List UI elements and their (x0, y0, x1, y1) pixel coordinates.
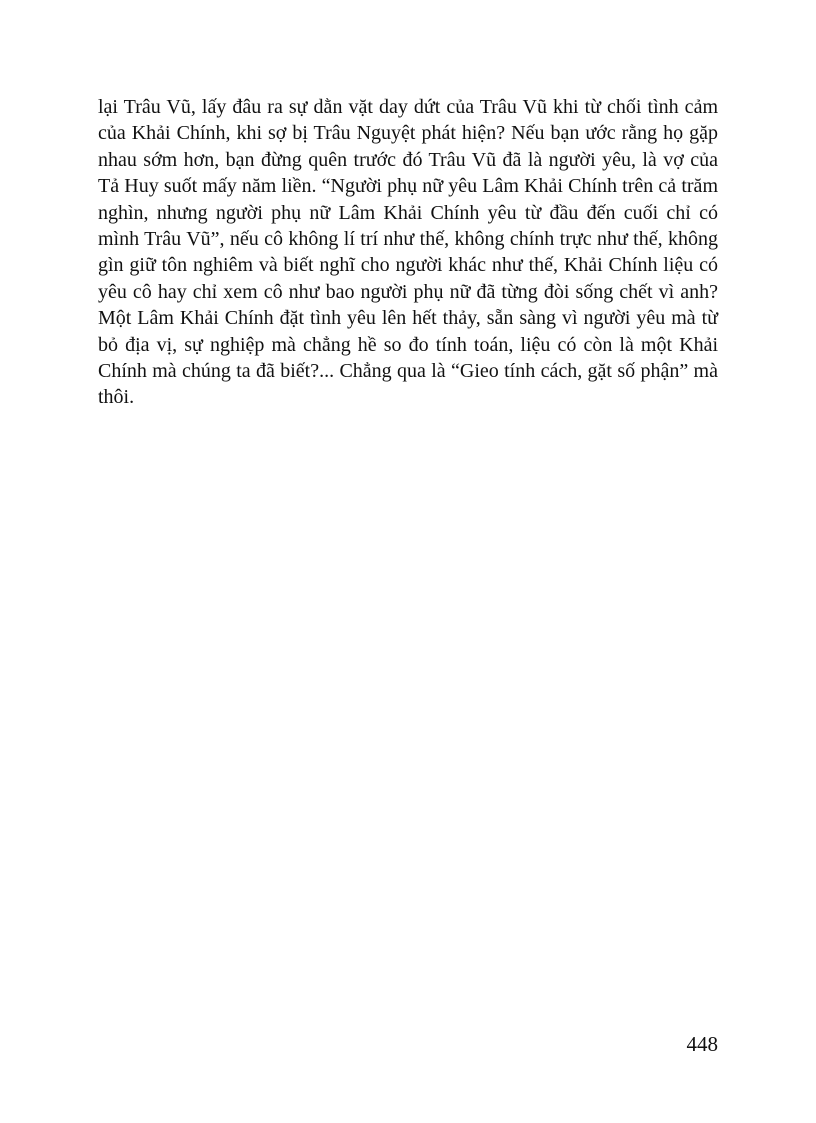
paragraph: lại Trâu Vũ, lấy đâu ra sự dằn vặt day dứt của Trâu Vũ khi từ chối tình cảm của Khải Chính, khi sợ bị Trâu Nguyệt phát hiện? Nếu bạn ước rằng họ gặp nhau sớm hơn, bạn đừng quên trước đó Trâu Vũ đã là người yêu, là vợ của Tả Huy suốt mấy năm liền. “Người phụ nữ yêu Lâm Khải Chính trên cả trăm nghìn, nhưng người phụ nữ Lâm Khải Chính yêu từ đầu đến cuối chỉ có mình Trâu Vũ”, nếu cô không lí trí như thế, không chính trực như thế, không gìn giữ tôn nghiêm và biết nghĩ cho người khác như thế, Khải Chính liệu có yêu cô hay chỉ xem cô như bao người phụ nữ đã từng đòi sống chết vì anh? Một Lâm Khải Chính đặt tình yêu lên hết thảy, sẵn sàng vì người yêu mà từ bỏ địa vị, sự nghiệp mà chẳng hề so đo tính toán, liệu có còn là một Khải Chính mà chúng ta đã biết?... Chẳng qua là “Gieo tính cách, gặt số phận” mà thôi. (98, 96, 718, 409)
page-number: 448 (686, 1032, 718, 1056)
body-text (98, 94, 718, 411)
